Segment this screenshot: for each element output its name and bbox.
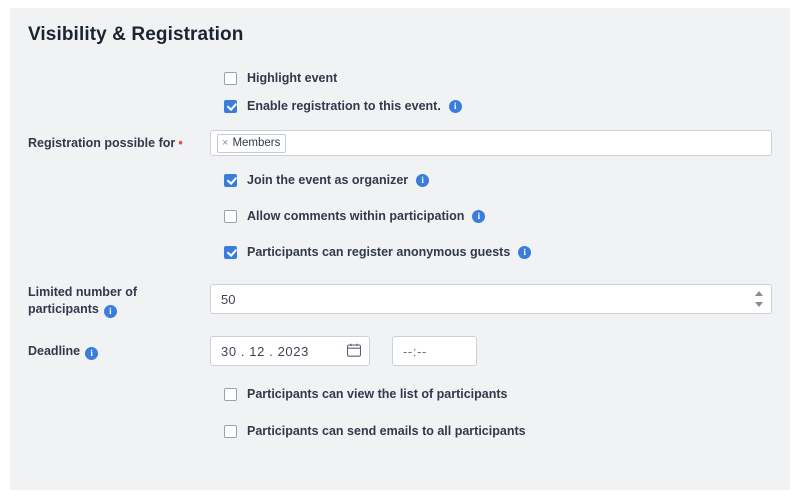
required-indicator: •	[178, 135, 183, 150]
limited-number-input[interactable]	[210, 284, 772, 314]
info-icon[interactable]: i	[104, 305, 117, 318]
join-as-organizer-checkbox[interactable]	[224, 174, 237, 187]
number-stepper[interactable]	[755, 291, 764, 307]
view-participants-checkbox[interactable]	[224, 388, 237, 401]
allow-comments-checkbox[interactable]	[224, 210, 237, 223]
send-emails-label: Participants can send emails to all participants	[247, 424, 526, 438]
enable-registration-label: Enable registration to this event.	[247, 99, 441, 113]
limited-number-label-line2: participants	[28, 302, 99, 316]
token-label: Members	[232, 137, 281, 149]
row-anonymous-guests	[210, 238, 790, 266]
deadline-date-value: 30 . 12 . 2023	[221, 343, 309, 359]
deadline-time-value: --:--	[403, 343, 427, 359]
registration-audience-select[interactable]	[210, 130, 772, 156]
deadline-label-text: Deadline	[28, 344, 81, 358]
send-emails-checkbox[interactable]	[224, 425, 237, 438]
calendar-icon[interactable]	[347, 343, 361, 360]
anonymous-guests-checkbox[interactable]	[224, 246, 237, 259]
row-limited-number	[10, 284, 790, 318]
view-participants-label: Participants can view the list of participants	[247, 387, 508, 401]
deadline-time-input[interactable]	[392, 336, 477, 366]
row-highlight-event	[210, 64, 790, 92]
row-send-emails	[210, 417, 790, 445]
limited-number-field	[210, 284, 790, 314]
row-deadline	[10, 336, 790, 366]
remove-token-icon[interactable]: ×	[222, 137, 229, 149]
deadline-date-input[interactable]	[210, 336, 370, 366]
registration-possible-for-label-text: Registration possible for	[28, 136, 176, 150]
anonymous-guests-label: Participants can register anonymous guests	[247, 245, 511, 259]
info-icon[interactable]: i	[85, 347, 98, 360]
visibility-registration-panel	[10, 8, 790, 490]
info-icon[interactable]: i	[518, 246, 531, 259]
page-title: Visibility & Registration	[28, 24, 244, 45]
row-view-participants	[210, 380, 790, 408]
row-enable-registration	[210, 92, 790, 120]
info-icon[interactable]: i	[416, 174, 429, 187]
enable-registration-checkbox[interactable]	[224, 100, 237, 113]
registration-form	[10, 64, 790, 445]
row-allow-comments	[210, 202, 790, 230]
allow-comments-label: Allow comments within participation	[247, 209, 465, 223]
row-registration-possible-for	[10, 130, 790, 156]
deadline-label	[10, 336, 210, 360]
highlight-event-label: Highlight event	[247, 71, 338, 85]
deadline-field	[210, 336, 790, 366]
registration-possible-for-field	[210, 130, 790, 156]
info-icon[interactable]: i	[472, 210, 485, 223]
info-icon[interactable]: i	[449, 100, 462, 113]
registration-possible-for-label	[10, 130, 210, 152]
join-as-organizer-label: Join the event as organizer	[247, 173, 409, 187]
limited-number-label	[10, 284, 210, 318]
highlight-event-checkbox[interactable]	[224, 72, 237, 85]
row-join-as-organizer	[210, 166, 790, 194]
limited-number-label-line1: Limited number of	[28, 285, 138, 299]
token-members[interactable]	[217, 134, 286, 153]
